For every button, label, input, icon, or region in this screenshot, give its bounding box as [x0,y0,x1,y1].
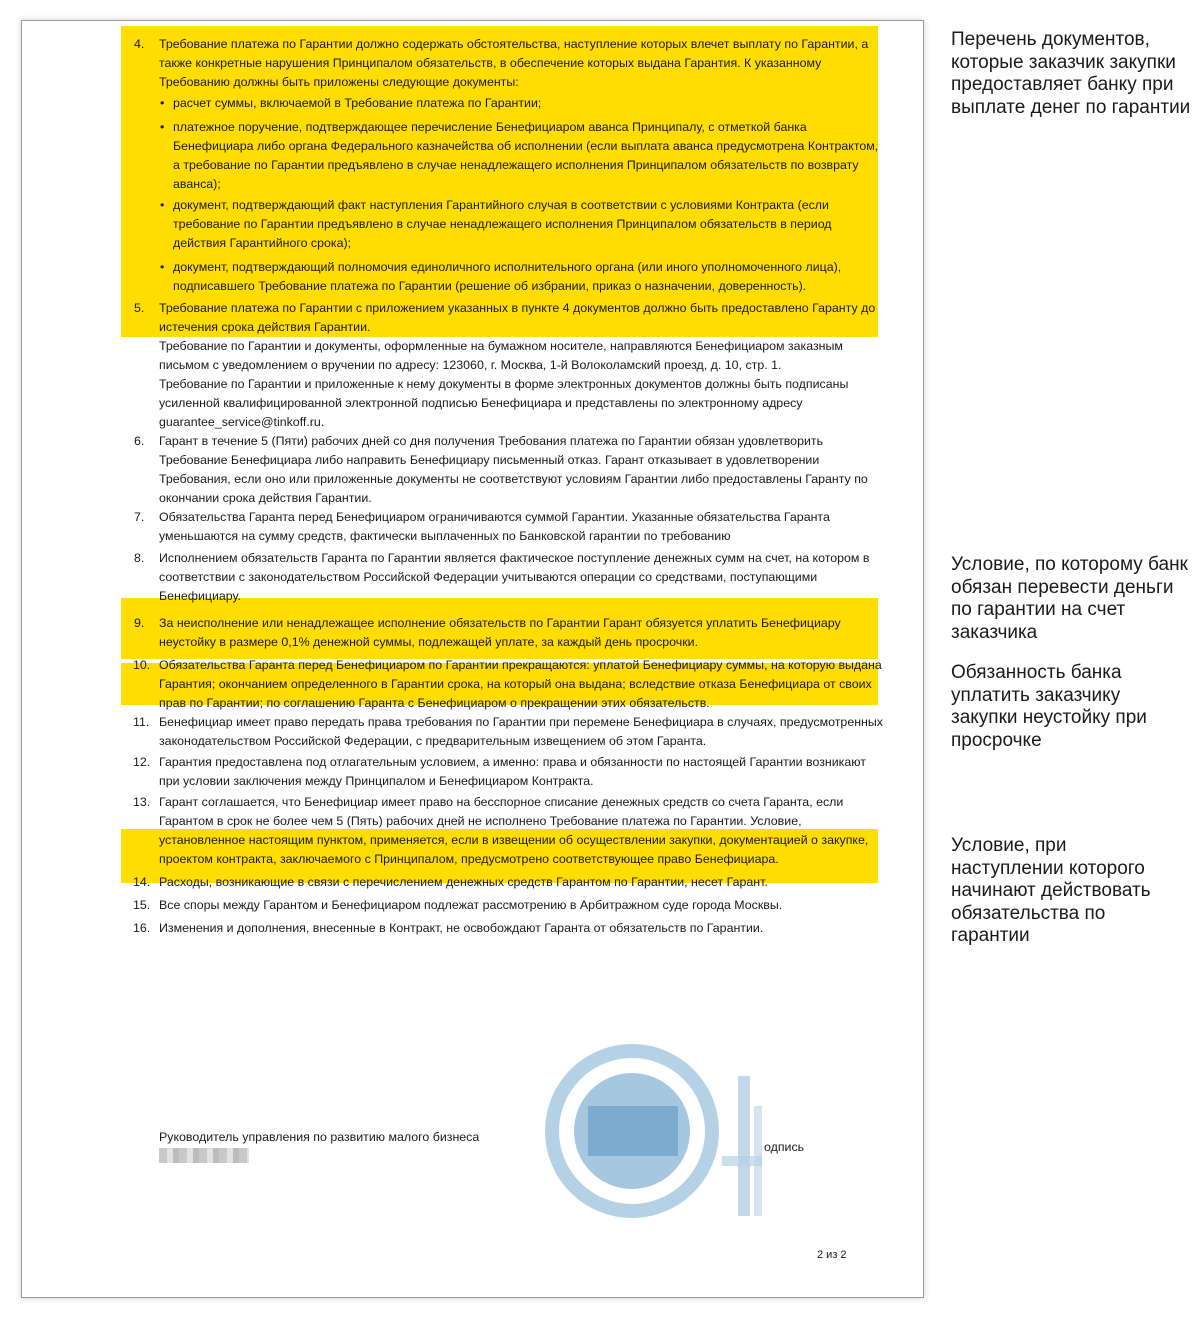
clause-text: Требование платежа по Гарантии с приложением указанных в пункте 4 документов должно быть предоставлено Гаранту до истечения срока действия Гарантии. [159,301,876,334]
clause-text: Гарант соглашается, что Бенефициар имеет право на бесспорное списание денежных средств со счета Гаранта, если Гарантом в срок не более чем 5 (Пять) рабочих дней не исполнено Требование платежа по Гарантии. Условие, установленное настоящим пунктом, применяется, если в извещении об осуществлении закупки, документацией о закупке, проектом контракта, заключаемого с Принципалом, предусмотрено соответствующее право Бенефициара. [159,795,869,866]
clause-number: 8. [134,551,145,565]
list-item-continuation: Бенефициара либо органа Федерального казначейства об исполнении (если выплата аванса предусмотрена Контрактом, а требование по Гарантии предъявлено в случае ненадлежащего исполнения Принципалом обязательств по возврату аванса); [173,139,879,191]
clause-number: 7. [134,510,145,524]
clause-4 [134,35,886,296]
document-body [134,35,886,938]
clause-8 [134,549,886,606]
clause-number: 9. [134,616,145,630]
clause-number: 11. [133,715,150,729]
clause-text: Требование по Гарантии и документы, оформленные на бумажном носителе, направляются Бенефициаром заказным письмом с уведомлением о вручении по адресу: 123060, г. Москва, 1-й Волоколамский проезд, д. 10, стр. 1. [159,339,843,372]
list-item: • документ, подтверждающий полномочия единоличного исполнительного органа (или иного уполномоченного лица), подписавшего Требование платежа по Гарантии (решение об избрании, приказ о назначении, доверенность). [159,258,886,296]
list-item: • платежное поручение, подтверждающее перечисление Бенефициаром аванса Принципалу, с отметкой банка [159,118,886,137]
clause-16 [134,919,886,938]
clause-number: 14. [133,875,151,889]
blurred-stamp-signature [540,1036,780,1231]
clause-number: 16. [133,921,151,935]
blurred-signatory-name [159,1148,249,1163]
list-item: • расчет суммы, включаемой в Требование платежа по Гарантии; [159,94,886,113]
annotation-suspensive-condition: Условие, при наступлении которого начинают действовать обязательства по гарантии [951,835,1151,946]
clause-text: Обязательства Гаранта перед Бенефициаром ограничиваются суммой Гарантии. Указанные обязательства Гаранта уменьшаются на сумму средств, фактически выплаченных по Банковской гарантии по требованию [159,510,830,543]
clause-text: Гарант в течение 5 (Пяти) рабочих дней со дня получения Требования платежа по Гарантии обязан удовлетворить Требование Бенефициара либо направить Бенефициару письменный отказ. Гарант отказывает в удовлетворении Требования, если оно или приложенные документы не соответствуют условиям Гарантии либо предоставлены Гаранту по окончании срока действия Гарантии. [159,434,868,505]
clause-number: 6. [134,434,145,448]
clause-text: Требование платежа по Гарантии должно содержать обстоятельства, наступление которых влечет выплату по Гарантии, а также конкретные нарушения Принципалом обязательств, в обеспечение которых выдана Гарантия. К указанному Требованию должны быть приложены следующие документы: [159,37,869,89]
clause-number: 12. [133,755,151,769]
page-number: 2 из 2 [817,1249,847,1261]
documents-list [159,94,886,296]
signature-stroke [738,1076,750,1216]
signatory-position: Руководитель управления по развитию малого бизнеса [159,1130,480,1144]
clause-11 [134,713,886,751]
clause-text: За неисполнение или ненадлежащее исполнение обязательств по Гарантии Гарант обязуется уплатить Бенефициару неустойку в размере 0,1% денежной суммы, подлежащей уплате, за каждый день просрочки. [159,616,841,649]
clause-text: Расходы, возникающие в связи с перечислением денежных средств Гарантом по Гарантии, несет Гарант. [159,875,768,889]
clause-number: 13. [133,795,151,809]
clause-text: Изменения и дополнения, внесенные в Контракт, не освобождают Гаранта от обязательств по Гарантии. [159,921,764,935]
clause-14 [134,873,886,892]
clause-number: 5. [134,301,145,315]
clause-5 [134,299,886,432]
annotation-payment-condition: Условие, по которому банк обязан перевести деньги по гарантии на счет заказчика [951,554,1188,643]
clause-number: 4. [134,37,145,51]
clause-text: Обязательства Гаранта перед Бенефициаром по Гарантии прекращаются: уплатой Бенефициару суммы, на которую выдана Гарантия; окончанием определенного в Гарантии срока, на который она выдана; вследствие отказа Бенефициара от своих прав по Гарантии; по соглашению Гаранта с Бенефициаром о прекращении этих обязательств. [159,658,882,710]
list-item: • документ, подтверждающий факт наступления Гарантийного случая в соответствии с условиями Контракта (если требование по Гарантии предъявлено в случае ненадлежащего исполнения Принципалом обязательств в период действия Гарантийного срока); [159,196,886,253]
clause-text: Требование по Гарантии и приложенные к нему документы в форме электронных документов должны быть подписаны усиленной квалифицированной электронной подписью Бенефициара и представлены по электронному адресу guarantee_service@tinkoff.ru. [159,377,849,429]
clause-12 [134,753,886,791]
clause-13 [134,793,886,869]
signature-stroke [722,1156,762,1166]
clause-text: Гарантия предоставлена под отлагательным условием, а именно: права и обязанности по настоящей Гарантии возникают при условии заключения между Принципалом и Бенефициаром Контракта. [159,755,866,788]
clause-6 [134,432,886,508]
clause-10 [134,656,886,713]
clause-text: Исполнением обязательств Гаранта по Гарантии является фактическое поступление денежных сумм на счет, на котором в соответствии с законодательством Российской Федерации учитываются операции со средствами, поступающими Бенефициару. [159,551,870,603]
document-page [21,20,924,1298]
clause-9 [134,614,886,652]
clause-number: 15. [133,898,151,912]
clause-number: 10. [133,658,151,672]
signature-label: одпись [764,1140,805,1154]
clause-text: Все споры между Гарантом и Бенефициаром подлежат рассмотрению в Арбитражном суде города Москвы. [159,898,783,912]
clause-7 [134,508,886,546]
clause-text: Бенефициар имеет право передать права требования по Гарантии при перемене Бенефициара в случаях, предусмотренных законодательством Российской Федерации, с предварительным извещением об этом Гаранта. [159,715,884,748]
stamp-pixel-block [588,1106,678,1156]
annotation-documents-list: Перечень документов, которые заказчик закупки предоставляет банку при выплате денег по гарантии [951,29,1191,118]
annotation-penalty-obligation: Обязанность банка уплатить заказчику закупки неустойку при просрочке [951,662,1147,751]
clause-15 [134,896,886,915]
